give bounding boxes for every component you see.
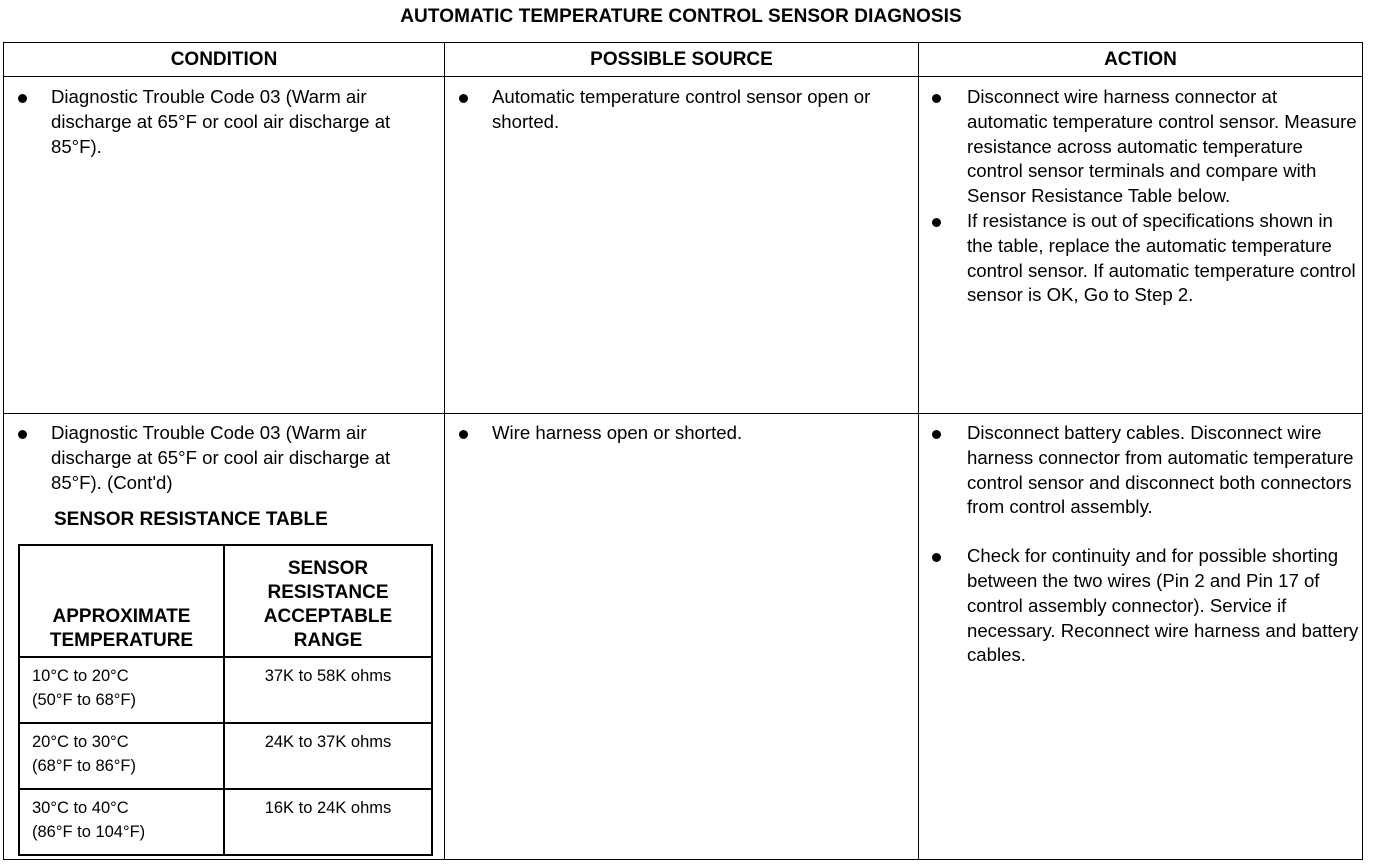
bullet-icon bbox=[459, 430, 468, 439]
action-text: Check for continuity and for possible shorting between the two wires (Pin 2 and Pin 17 of control assembly connector). Service if necessary. Reconnect wire harness and battery cables. bbox=[967, 545, 1359, 666]
bullet-icon bbox=[18, 94, 27, 103]
temperature-cell: 10°C to 20°C (50°F to 68°F) bbox=[19, 657, 224, 723]
condition-text: Diagnostic Trouble Code 03 (Warm air discharge at 65°F or cool air discharge at 85°F). (Cont'd) bbox=[51, 422, 391, 493]
condition-text: Diagnostic Trouble Code 03 (Warm air discharge at 65°F or cool air discharge at 85°F). bbox=[51, 86, 391, 157]
action-text: Disconnect wire harness connector at automatic temperature control sensor. Measure resistance across automatic temperature control sensor terminals and compare with Sensor Resistance Table below. bbox=[967, 86, 1357, 207]
temperature-cell: 30°C to 40°C (86°F to 104°F) bbox=[19, 789, 224, 855]
table-row bbox=[4, 77, 1363, 414]
range-header: SENSOR RESISTANCE ACCEPTABLE RANGE bbox=[224, 545, 432, 657]
list-item bbox=[919, 85, 1362, 209]
source-text: Automatic temperature control sensor open or shorted. bbox=[492, 86, 871, 132]
bullet-icon bbox=[932, 94, 941, 103]
bullet-icon bbox=[932, 218, 941, 227]
list-item bbox=[4, 85, 444, 159]
condition-cell bbox=[4, 414, 445, 860]
page-title: AUTOMATIC TEMPERATURE CONTROL SENSOR DIAGNOSIS bbox=[400, 6, 962, 27]
action-cell bbox=[919, 414, 1363, 860]
bullet-icon bbox=[932, 553, 941, 562]
column-header-source: POSSIBLE SOURCE bbox=[445, 43, 919, 77]
list-item bbox=[919, 209, 1362, 308]
sensor-resistance-table bbox=[18, 544, 433, 856]
list-item bbox=[4, 421, 444, 495]
temperature-cell: 20°C to 30°C (68°F to 86°F) bbox=[19, 723, 224, 789]
source-cell bbox=[445, 77, 919, 414]
range-cell: 24K to 37K ohms bbox=[224, 723, 432, 789]
table-row bbox=[19, 723, 432, 789]
action-text: Disconnect battery cables. Disconnect wire harness connector from automatic temperature control sensor and disconnect both connectors from control assembly. bbox=[967, 422, 1354, 518]
bullet-icon bbox=[18, 430, 27, 439]
bullet-icon bbox=[932, 430, 941, 439]
diagnosis-table bbox=[3, 42, 1363, 860]
bullet-icon bbox=[459, 94, 468, 103]
range-cell: 37K to 58K ohms bbox=[224, 657, 432, 723]
source-cell bbox=[445, 414, 919, 860]
range-cell: 16K to 24K ohms bbox=[224, 789, 432, 855]
column-header-action: ACTION bbox=[919, 43, 1363, 77]
table-row bbox=[4, 414, 1363, 860]
list-item bbox=[445, 421, 918, 446]
source-text: Wire harness open or shorted. bbox=[492, 422, 743, 443]
resistance-header-row bbox=[19, 545, 432, 657]
temperature-header: APPROXIMATE TEMPERATURE bbox=[19, 545, 224, 657]
list-item bbox=[919, 544, 1362, 668]
list-item bbox=[919, 421, 1362, 520]
list-item bbox=[445, 85, 918, 135]
header-row bbox=[4, 43, 1363, 77]
resistance-table-title: SENSOR RESISTANCE TABLE bbox=[54, 509, 328, 531]
column-header-condition: CONDITION bbox=[4, 43, 445, 77]
table-row bbox=[19, 789, 432, 855]
action-cell bbox=[919, 77, 1363, 414]
action-text: If resistance is out of specifications shown in the table, replace the automatic temperature control sensor. If automatic temperature control sensor is OK, Go to Step 2. bbox=[967, 209, 1356, 306]
table-row bbox=[19, 657, 432, 723]
condition-cell bbox=[4, 77, 445, 414]
